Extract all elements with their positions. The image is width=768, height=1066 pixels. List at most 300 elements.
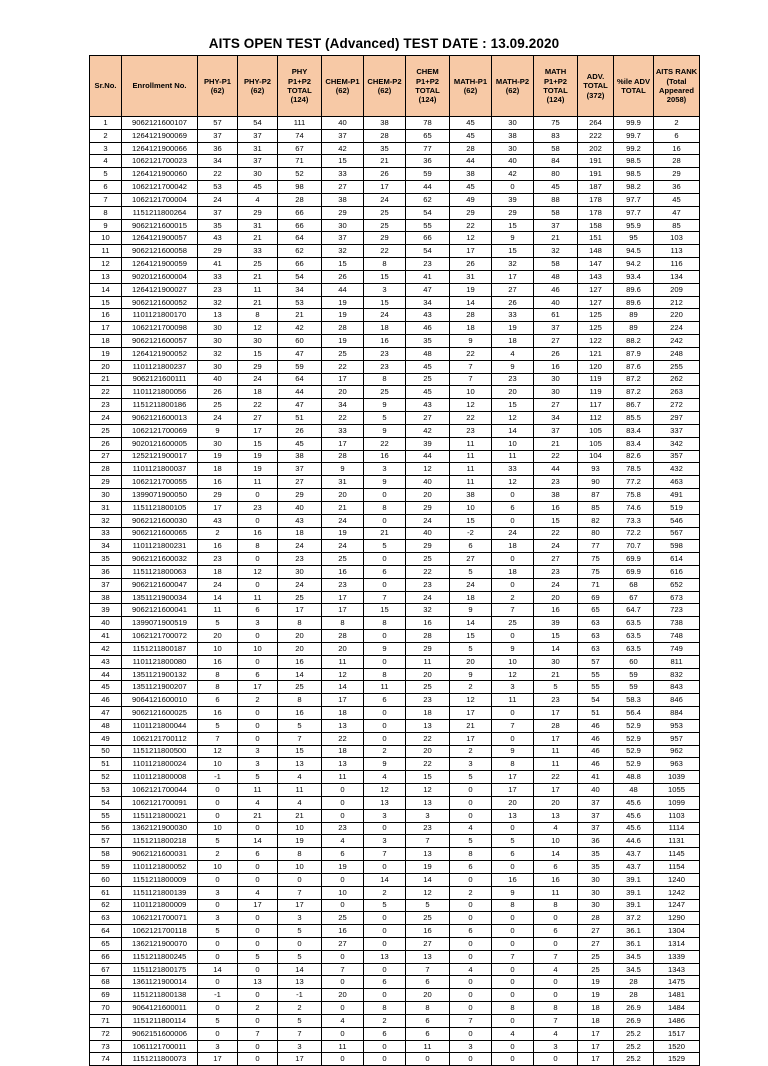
table-cell: 8 (278, 848, 322, 861)
table-cell: 17 (238, 681, 278, 694)
table-cell: 25 (238, 258, 278, 271)
table-cell: 21 (238, 296, 278, 309)
table-cell: 3 (364, 835, 406, 848)
table-cell: 93 (578, 463, 614, 476)
column-header-line: (62) (250, 86, 265, 95)
table-cell: 178 (578, 193, 614, 206)
table-cell: 13 (238, 976, 278, 989)
table-cell: 87.9 (614, 347, 654, 360)
table-cell: 8 (364, 1002, 406, 1015)
table-cell: 68 (614, 578, 654, 591)
table-cell: 30 (278, 565, 322, 578)
table-cell: 21 (364, 527, 406, 540)
table-cell: 24 (534, 540, 578, 553)
table-cell: 29 (654, 168, 700, 181)
table-cell: 8 (492, 899, 534, 912)
table-cell: 17 (450, 732, 492, 745)
table-cell: 248 (654, 347, 700, 360)
table-cell: 22 (238, 399, 278, 412)
table-cell: 111 (278, 117, 322, 130)
table-cell: 28 (450, 142, 492, 155)
table-cell: 11 (238, 784, 278, 797)
table-cell: 37 (534, 322, 578, 335)
table-cell: 23 (198, 283, 238, 296)
table-cell: 28 (534, 719, 578, 732)
table-cell: 6 (90, 181, 122, 194)
column-header (578, 56, 614, 117)
table-cell: 42 (278, 322, 322, 335)
table-cell: 11 (198, 604, 238, 617)
table-cell: 8 (364, 617, 406, 630)
table-cell: 0 (198, 796, 238, 809)
table-cell: 27 (578, 925, 614, 938)
table-cell: 22 (90, 386, 122, 399)
table-cell: 40 (578, 784, 614, 797)
table-cell: 61 (534, 309, 578, 322)
table-cell: 37 (578, 822, 614, 835)
table-cell: 26.9 (614, 1002, 654, 1015)
table-cell: 6 (492, 501, 534, 514)
table-cell: 34 (534, 412, 578, 425)
table-cell: 23 (406, 822, 450, 835)
column-header-line: (Total (666, 76, 687, 86)
table-row (90, 232, 700, 245)
table-cell: 20 (406, 989, 450, 1002)
column-header-line: (62) (463, 86, 478, 95)
column-header-line: PHY-P1 (203, 76, 231, 86)
table-cell: 83.4 (614, 437, 654, 450)
table-cell: 40 (322, 117, 364, 130)
column-header-line: TOTAL (415, 86, 440, 95)
table-cell: 25 (322, 553, 364, 566)
table-row (90, 848, 700, 861)
table-row (90, 527, 700, 540)
table-cell: 33 (90, 527, 122, 540)
table-cell: 43 (406, 309, 450, 322)
table-cell: 4 (450, 822, 492, 835)
table-cell: 37 (278, 463, 322, 476)
table-cell: 8 (278, 694, 322, 707)
table-cell: 0 (450, 899, 492, 912)
column-header-line: (62) (210, 86, 225, 95)
table-row (90, 835, 700, 848)
table-cell: 17 (450, 245, 492, 258)
table-cell: 1101121800024 (122, 758, 198, 771)
table-cell: 191 (578, 168, 614, 181)
table-cell: 209 (654, 283, 700, 296)
table-cell: 18 (198, 565, 238, 578)
column-header-line: TOTAL (287, 86, 312, 95)
table-cell: 25 (364, 386, 406, 399)
table-cell: 27 (450, 553, 492, 566)
table-cell: 0 (364, 1040, 406, 1053)
table-cell: 9 (492, 745, 534, 758)
table-cell: 15 (534, 514, 578, 527)
table-cell: 43 (90, 655, 122, 668)
table-cell: 46 (578, 745, 614, 758)
table-cell: 14 (322, 681, 364, 694)
table-cell: 29 (198, 489, 238, 502)
table-cell: 4 (534, 822, 578, 835)
table-cell: 9 (450, 668, 492, 681)
table-cell: 9020121600005 (122, 437, 198, 450)
table-cell: 2 (364, 745, 406, 758)
table-cell: 5 (492, 835, 534, 848)
table-cell: 884 (654, 707, 700, 720)
table-cell: 1062121700044 (122, 784, 198, 797)
table-cell: 22 (450, 347, 492, 360)
table-row (90, 925, 700, 938)
table-cell: 9064121600010 (122, 694, 198, 707)
table-cell: 9 (492, 642, 534, 655)
table-cell: 19 (492, 322, 534, 335)
table-cell: 52.9 (614, 732, 654, 745)
column-header-line: (124) (418, 95, 437, 105)
table-cell: 7 (238, 1027, 278, 1040)
table-cell: 0 (450, 809, 492, 822)
table-cell: 4 (238, 796, 278, 809)
table-cell: 11 (364, 681, 406, 694)
table-cell: 23 (406, 258, 450, 271)
table-cell: 191 (578, 155, 614, 168)
table-cell: 0 (450, 976, 492, 989)
table-cell: 87.2 (614, 373, 654, 386)
table-cell: 0 (322, 899, 364, 912)
table-cell: 73.3 (614, 514, 654, 527)
table-cell: 43 (278, 514, 322, 527)
table-cell: 1101121800080 (122, 655, 198, 668)
table-cell: 28 (406, 630, 450, 643)
table-cell: 59 (278, 360, 322, 373)
table-cell: 13 (492, 809, 534, 822)
table-cell: 178 (578, 206, 614, 219)
table-cell: 6 (364, 694, 406, 707)
table-cell: 0 (364, 925, 406, 938)
table-cell: 53 (198, 181, 238, 194)
table-cell: 15 (322, 155, 364, 168)
table-cell: 17 (534, 707, 578, 720)
table-cell: 42 (492, 168, 534, 181)
table-cell: 65 (90, 938, 122, 951)
table-cell: 10 (450, 501, 492, 514)
table-cell: 94.5 (614, 245, 654, 258)
table-cell: 24 (364, 309, 406, 322)
table-cell: 24 (90, 412, 122, 425)
table-cell: 47 (90, 707, 122, 720)
table-cell: 12 (492, 412, 534, 425)
column-header-line: (124) (290, 95, 309, 105)
table-cell: 8 (364, 373, 406, 386)
table-cell: 59 (406, 168, 450, 181)
table-cell: 27 (534, 399, 578, 412)
column-header-line: (62) (335, 86, 350, 95)
table-cell: 1486 (654, 1014, 700, 1027)
table-cell: 0 (198, 784, 238, 797)
table-cell: 0 (534, 938, 578, 951)
table-cell: 14 (278, 963, 322, 976)
table-cell: 13 (406, 848, 450, 861)
column-header-line: %ile ADV (616, 76, 651, 86)
table-cell: 1062121700098 (122, 322, 198, 335)
table-cell: 1151211800138 (122, 989, 198, 1002)
table-cell: 12 (198, 745, 238, 758)
table-cell: 1242 (654, 886, 700, 899)
table-cell: 1039 (654, 771, 700, 784)
table-cell: 52 (90, 771, 122, 784)
table-row (90, 976, 700, 989)
table-cell: 24 (322, 540, 364, 553)
table-cell: 4 (278, 796, 322, 809)
table-cell: 3 (534, 1040, 578, 1053)
table-cell: 0 (450, 784, 492, 797)
table-cell: 103 (654, 232, 700, 245)
table-cell: 1151211800245 (122, 950, 198, 963)
column-header-line: TOTAL (543, 86, 568, 95)
table-cell: 134 (654, 270, 700, 283)
table-cell: 18 (406, 707, 450, 720)
table-cell: 30 (578, 899, 614, 912)
table-cell: 44 (278, 386, 322, 399)
table-cell: 10 (278, 861, 322, 874)
table-cell: 22 (450, 219, 492, 232)
table-cell: 10 (278, 822, 322, 835)
table-cell: 31 (322, 476, 364, 489)
table-cell: 12 (492, 476, 534, 489)
table-cell: 5 (450, 565, 492, 578)
table-cell: 20 (492, 796, 534, 809)
table-row (90, 553, 700, 566)
table-row (90, 129, 700, 142)
table-cell: 0 (364, 514, 406, 527)
table-cell: 116 (654, 258, 700, 271)
table-cell: 24 (364, 193, 406, 206)
table-cell: 0 (450, 796, 492, 809)
table-cell: 20 (322, 989, 364, 1002)
table-cell: 22 (406, 732, 450, 745)
table-row (90, 424, 700, 437)
table-cell: 846 (654, 694, 700, 707)
table-cell: 0 (322, 1027, 364, 1040)
table-cell: 1099 (654, 796, 700, 809)
table-row (90, 168, 700, 181)
table-cell: 17 (198, 501, 238, 514)
table-cell: 21 (534, 668, 578, 681)
table-cell: 48 (406, 347, 450, 360)
table-cell: 1062121700069 (122, 424, 198, 437)
table-cell: 29 (238, 360, 278, 373)
table-cell: 1252121900017 (122, 450, 198, 463)
table-cell: 28 (322, 450, 364, 463)
table-cell: 54 (406, 206, 450, 219)
table-cell: 24 (406, 591, 450, 604)
table-cell: 33 (322, 424, 364, 437)
table-cell: 1062121700023 (122, 155, 198, 168)
table-cell: 28 (322, 322, 364, 335)
table-cell: 78 (406, 117, 450, 130)
table-row (90, 463, 700, 476)
table-cell: 35 (406, 335, 450, 348)
table-cell: 45 (654, 193, 700, 206)
table-cell: 7 (278, 732, 322, 745)
table-cell: 12 (492, 668, 534, 681)
table-cell: 17 (238, 424, 278, 437)
table-cell: 2 (450, 681, 492, 694)
table-cell: 7 (534, 1014, 578, 1027)
table-cell: 15 (450, 514, 492, 527)
table-cell: 17 (492, 784, 534, 797)
table-row (90, 758, 700, 771)
table-cell: 69.9 (614, 553, 654, 566)
table-cell: 1101121800037 (122, 463, 198, 476)
table-cell: 17 (492, 270, 534, 283)
table-cell: 37 (578, 809, 614, 822)
table-cell: 10 (90, 232, 122, 245)
table-cell: 8 (90, 206, 122, 219)
table-cell: 17 (322, 373, 364, 386)
table-cell: 0 (492, 489, 534, 502)
table-cell: 26 (492, 296, 534, 309)
table-cell: 90 (578, 476, 614, 489)
table-cell: 3 (364, 283, 406, 296)
table-cell: 31 (238, 219, 278, 232)
table-cell: 16 (198, 540, 238, 553)
table-cell: 5 (198, 835, 238, 848)
table-cell: 2 (90, 129, 122, 142)
table-cell: 8 (322, 617, 364, 630)
table-cell: 65 (406, 129, 450, 142)
table-cell: 0 (492, 578, 534, 591)
table-cell: 63 (90, 912, 122, 925)
table-cell: 18 (492, 335, 534, 348)
table-cell: 31 (450, 270, 492, 283)
table-cell: 38 (278, 450, 322, 463)
table-cell: 77 (578, 540, 614, 553)
table-cell: 42 (406, 424, 450, 437)
table-cell: 11 (492, 450, 534, 463)
table-cell: 75 (578, 553, 614, 566)
table-cell: 5 (198, 617, 238, 630)
table-cell: 19 (322, 861, 364, 874)
table-cell: 30 (238, 168, 278, 181)
table-row (90, 193, 700, 206)
table-cell: 117 (578, 399, 614, 412)
table-cell: 0 (364, 630, 406, 643)
table-cell: 19 (322, 309, 364, 322)
table-cell: 12 (450, 232, 492, 245)
table-cell: 69 (578, 591, 614, 604)
table-row (90, 1014, 700, 1027)
table-cell: 1264121900057 (122, 232, 198, 245)
table-cell: 3 (238, 745, 278, 758)
table-body (90, 117, 700, 1066)
table-cell: 0 (364, 578, 406, 591)
table-cell: 11 (322, 771, 364, 784)
table-cell: -1 (278, 989, 322, 1002)
table-cell: 84 (534, 155, 578, 168)
table-cell: 1343 (654, 963, 700, 976)
table-cell: 38 (450, 489, 492, 502)
table-cell: 48 (534, 270, 578, 283)
table-cell: 58 (534, 206, 578, 219)
table-cell: 66 (278, 219, 322, 232)
table-cell: 5 (238, 950, 278, 963)
table-cell: 0 (238, 822, 278, 835)
table-cell: 26 (198, 386, 238, 399)
table-cell: 143 (578, 270, 614, 283)
table-cell: 45 (450, 181, 492, 194)
table-cell: 11 (534, 758, 578, 771)
table-cell: 0 (492, 861, 534, 874)
table-cell: 41 (198, 258, 238, 271)
table-cell: 67 (614, 591, 654, 604)
table-cell: 0 (364, 719, 406, 732)
table-cell: 30 (534, 655, 578, 668)
table-cell: 19 (406, 861, 450, 874)
table-cell: 18 (322, 707, 364, 720)
table-cell: 26 (450, 258, 492, 271)
table-cell: 5 (278, 719, 322, 732)
table-cell: 45 (278, 437, 322, 450)
table-cell: 1151211800500 (122, 745, 198, 758)
table-cell: 3 (450, 1040, 492, 1053)
table-cell: 8 (364, 501, 406, 514)
table-cell: 4 (238, 193, 278, 206)
table-cell: 27 (406, 938, 450, 951)
table-cell: 9 (322, 463, 364, 476)
results-table (89, 55, 700, 1066)
table-cell: 23 (406, 694, 450, 707)
table-cell: 9062121600031 (122, 848, 198, 861)
table-cell: 38 (90, 591, 122, 604)
table-cell: 13 (406, 796, 450, 809)
table-cell: 18 (450, 322, 492, 335)
table-cell: 6 (406, 1027, 450, 1040)
table-cell: 20 (492, 386, 534, 399)
table-cell: 1131 (654, 835, 700, 848)
table-row (90, 514, 700, 527)
table-cell: 1101121800056 (122, 386, 198, 399)
table-cell: 83.4 (614, 424, 654, 437)
table-row (90, 668, 700, 681)
table-cell: 78.5 (614, 463, 654, 476)
table-cell: 25 (578, 963, 614, 976)
table-cell: 49 (450, 193, 492, 206)
table-cell: 11 (238, 591, 278, 604)
table-cell: 104 (578, 450, 614, 463)
table-row (90, 373, 700, 386)
table-cell: 0 (364, 822, 406, 835)
table-cell: 62 (278, 245, 322, 258)
table-cell: 27 (278, 476, 322, 489)
table-cell: 17 (578, 1027, 614, 1040)
table-cell: 26 (534, 347, 578, 360)
table-cell: 8 (364, 258, 406, 271)
table-cell: 54 (278, 270, 322, 283)
table-cell: 12 (406, 784, 450, 797)
table-row (90, 861, 700, 874)
table-cell: 4 (450, 963, 492, 976)
table-cell: 1151121800139 (122, 886, 198, 899)
table-cell: 45 (450, 117, 492, 130)
table-cell: 10 (238, 642, 278, 655)
table-cell: 1339 (654, 950, 700, 963)
table-cell: 19 (278, 835, 322, 848)
table-row (90, 219, 700, 232)
table-cell: 64 (90, 925, 122, 938)
table-cell: 19 (578, 989, 614, 1002)
table-cell: 0 (238, 630, 278, 643)
table-row (90, 117, 700, 130)
